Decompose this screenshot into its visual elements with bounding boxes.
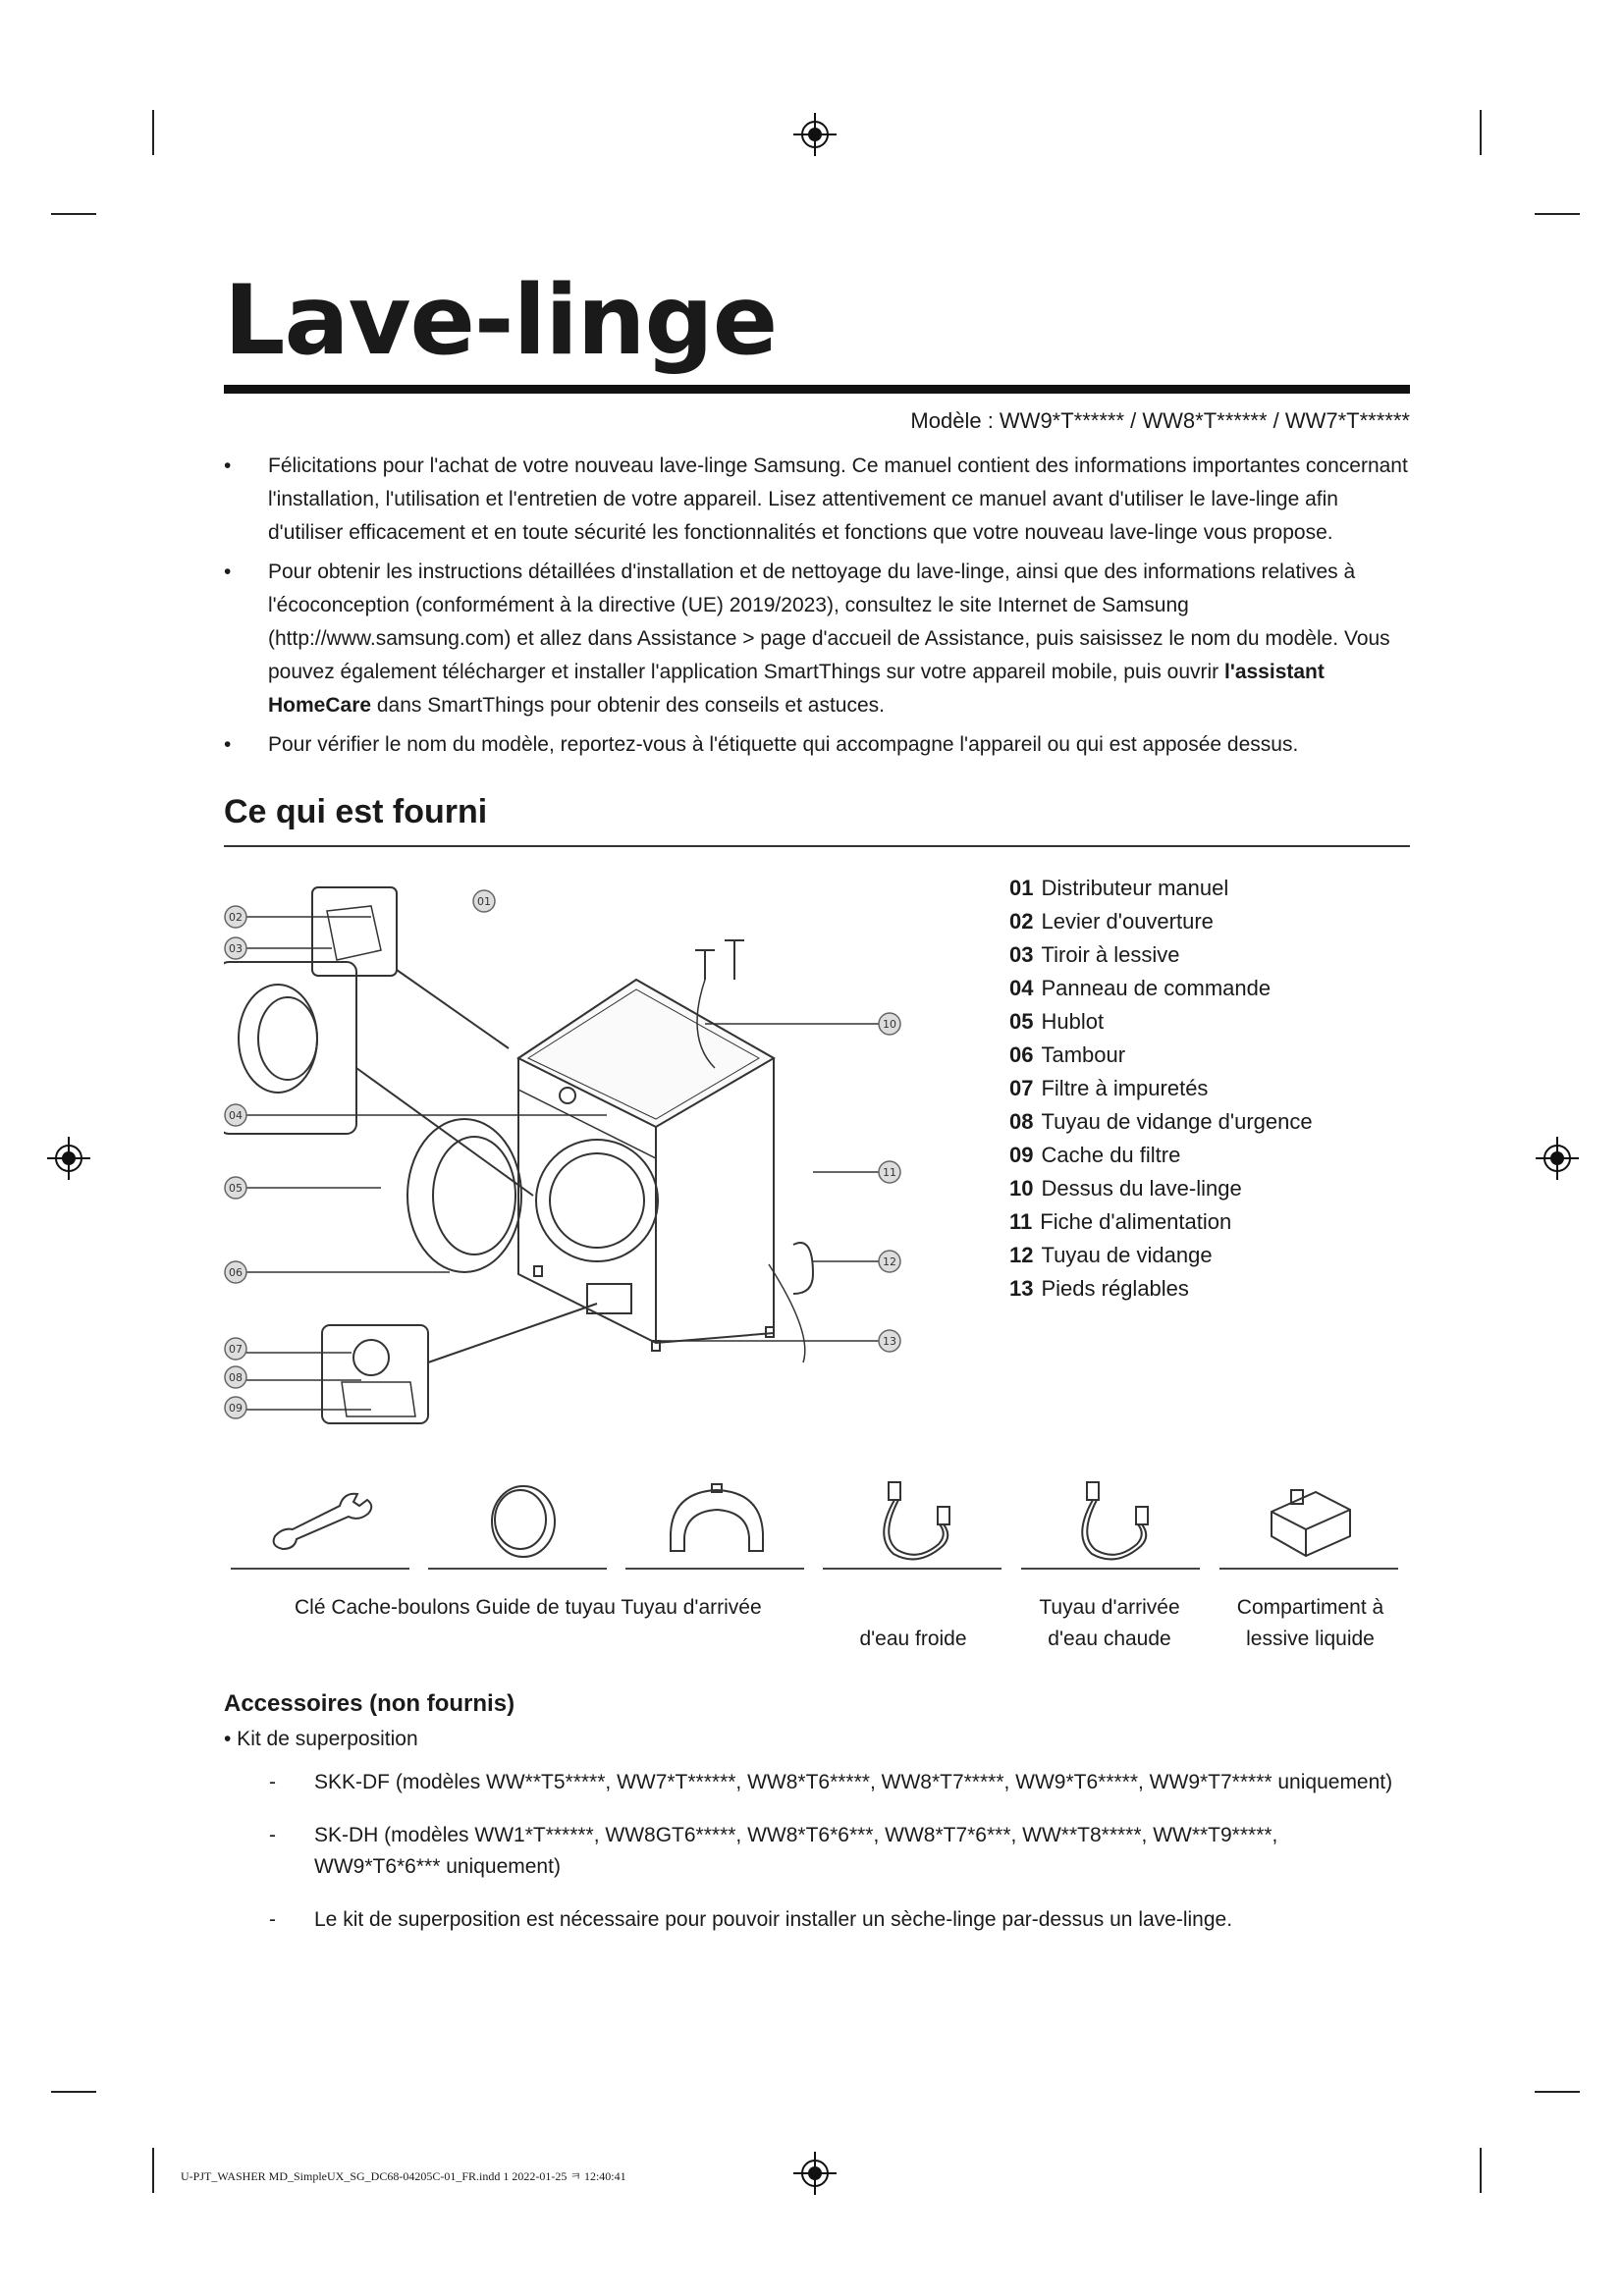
- list-item: 06 Tambour: [1009, 1042, 1126, 1067]
- parts-list: [1009, 872, 1313, 1306]
- intro-text-3: Pour vérifier le nom du modèle, reportez-vous à l'étiquette qui accompagne l'appareil ou qui est apposée dessus.: [268, 733, 1299, 756]
- list-item: 09 Cache du filtre: [1009, 1143, 1181, 1167]
- svg-text:13: 13: [883, 1335, 896, 1348]
- crop-mark: [152, 2148, 154, 2193]
- section-rule: [224, 845, 1410, 847]
- intro-list: [224, 450, 1410, 768]
- list-item: 11 Fiche d'alimentation: [1009, 1209, 1232, 1234]
- crop-mark: [51, 2091, 96, 2093]
- list-item: 08 Tuyau de vidange d'urgence: [1009, 1109, 1313, 1134]
- svg-text:11: 11: [883, 1166, 896, 1179]
- registration-mark-icon: [47, 1137, 90, 1180]
- list-item: 07 Filtre à impuretés: [1009, 1076, 1209, 1100]
- svg-text:06: 06: [229, 1266, 243, 1279]
- registration-mark-icon: [793, 2152, 837, 2195]
- svg-text:03: 03: [229, 942, 243, 955]
- subsection-title: Accessoires (non fournis): [224, 1690, 515, 1717]
- crop-mark: [1480, 110, 1482, 155]
- crop-mark: [1480, 2148, 1482, 2193]
- page-title: Lave-linge: [224, 265, 778, 377]
- bolt-cap-icon: [479, 1482, 568, 1561]
- list-item: 03 Tiroir à lessive: [1009, 942, 1180, 967]
- divider: [231, 1568, 409, 1570]
- list-item: - SKK-DF (modèles WW**T5*****, WW7*T******, WW8*T6*****, WW8*T7*****, WW9*T6*****, WW9*T7***** uniquement): [269, 1771, 1393, 1793]
- liquid-detergent-compartment-icon: [1262, 1482, 1360, 1561]
- kit-label: • Kit de superposition: [224, 1728, 418, 1750]
- divider: [1219, 1568, 1398, 1570]
- homecare-text: l'assistant HomeCare: [268, 661, 1325, 717]
- list-item: 13 Pieds réglables: [1009, 1276, 1189, 1301]
- divider: [428, 1568, 607, 1570]
- accessory-label: d'eau froide: [859, 1628, 967, 1650]
- registration-mark-icon: [1536, 1137, 1579, 1180]
- svg-text:02: 02: [229, 911, 243, 924]
- kit-list: [265, 1767, 1414, 1957]
- accessory-label: Tuyau d'arrivée d'eau chaude: [1039, 1596, 1180, 1650]
- list-item: - Le kit de superposition est nécessaire pour pouvoir installer un sèche-linge par-dessus un lave-linge.: [269, 1908, 1233, 1931]
- intro-text-2b: dans SmartThings pour obtenir des conseils et astuces.: [371, 694, 885, 717]
- svg-text:08: 08: [229, 1371, 243, 1384]
- hot-water-hose-icon: [1062, 1477, 1170, 1566]
- crop-mark: [51, 213, 96, 215]
- svg-text:01: 01: [477, 895, 491, 908]
- list-item: • Pour obtenir les instructions détaillées d'installation et de nettoyage du lave-linge, ainsi que des informations relatives à l'écoconception (conformément à la directive (UE) 2019/2023), consultez le site Internet de Samsung (http://www.samsung.com) et allez dans Assistance > page d'accueil de Assistance, puis saisissez le nom du modèle. Vous pouvez également télécharger et installer l'application SmartThings sur votre appareil mobile, puis ouvrir l'assistant HomeCare dans SmartThings pour obtenir des conseils et astuces.: [224, 561, 1390, 717]
- section-title: Ce qui est fourni: [224, 793, 488, 830]
- hose-guide-icon: [663, 1482, 771, 1561]
- divider: [1021, 1568, 1200, 1570]
- cold-water-hose-icon: [864, 1477, 972, 1566]
- list-item: 05 Hublot: [1009, 1009, 1105, 1034]
- model-line: Modèle : WW9*T****** / WW8*T****** / WW7*T******: [910, 408, 1410, 433]
- svg-text:07: 07: [229, 1343, 243, 1356]
- svg-text:05: 05: [229, 1182, 243, 1195]
- washer-diagram: [224, 872, 931, 1441]
- intro-text-2a: Pour obtenir les instructions détaillées d'installation et de nettoyage du lave-linge, ainsi que des informations relatives à l'écoconception (conformément à la directive (UE) 2019/2023), consultez le site Internet de Samsung (http://www.samsung.com) et allez dans Assistance > page d'accueil de Assistance, puis saisissez le nom du modèle. Vous pouvez également télécharger et installer l'application SmartThings sur votre appareil mobile, puis ouvrir: [268, 561, 1390, 683]
- divider: [823, 1568, 1001, 1570]
- list-item: 01 Distributeur manuel: [1009, 876, 1229, 900]
- list-item: 02 Levier d'ouverture: [1009, 909, 1214, 934]
- list-item: 12 Tuyau de vidange: [1009, 1243, 1213, 1267]
- list-item: - SK-DH (modèles WW1*T******, WW8GT6*****, WW8*T6*6***, WW8*T7*6***, WW**T8*****, WW**T9*****, WW9*T6*6*** uniquement): [269, 1824, 1278, 1878]
- accessory-label: Clé Cache-boulons Guide de tuyau Tuyau d'arrivée: [295, 1596, 762, 1619]
- list-item: 04 Panneau de commande: [1009, 976, 1272, 1000]
- svg-text:09: 09: [229, 1402, 243, 1415]
- intro-text-1: Félicitations pour l'achat de votre nouveau lave-linge Samsung. Ce manuel contient des informations importantes concernant l'installation, l'utilisation et l'entretien de votre appareil. Lisez attentivement ce manuel avant d'utiliser le lave-linge afin d'utiliser efficacement et en toute sécurité les fonctionnalités et fonctions que votre nouveau lave-linge vous propose.: [268, 454, 1408, 544]
- crop-mark: [152, 110, 154, 155]
- accessory-label: Compartiment à lessive liquide: [1236, 1596, 1384, 1650]
- divider: [625, 1568, 804, 1570]
- registration-mark-icon: [793, 113, 837, 156]
- svg-text:12: 12: [883, 1255, 896, 1268]
- crop-mark: [1535, 213, 1580, 215]
- list-item: • Pour vérifier le nom du modèle, reportez-vous à l'étiquette qui accompagne l'appareil ou qui est apposée dessus.: [224, 733, 1299, 756]
- wrench-icon: [265, 1492, 383, 1561]
- title-rule: [224, 385, 1410, 394]
- svg-text:10: 10: [883, 1018, 896, 1031]
- list-item: • Félicitations pour l'achat de votre nouveau lave-linge Samsung. Ce manuel contient des informations importantes concernant l'installation, l'utilisation et l'entretien de votre appareil. Lisez attentivement ce manuel avant d'utiliser le lave-linge afin d'utiliser efficacement et en toute sécurité les fonctionnalités et fonctions que votre nouveau lave-linge vous propose.: [224, 454, 1408, 544]
- crop-mark: [1535, 2091, 1580, 2093]
- print-footer: U-PJT_WASHER MD_SimpleUX_SG_DC68-04205C-01_FR.indd 1 2022-01-25 ㅋ 12:40:41: [181, 2169, 626, 2183]
- svg-text:04: 04: [229, 1109, 243, 1122]
- list-item: 10 Dessus du lave-linge: [1009, 1176, 1242, 1201]
